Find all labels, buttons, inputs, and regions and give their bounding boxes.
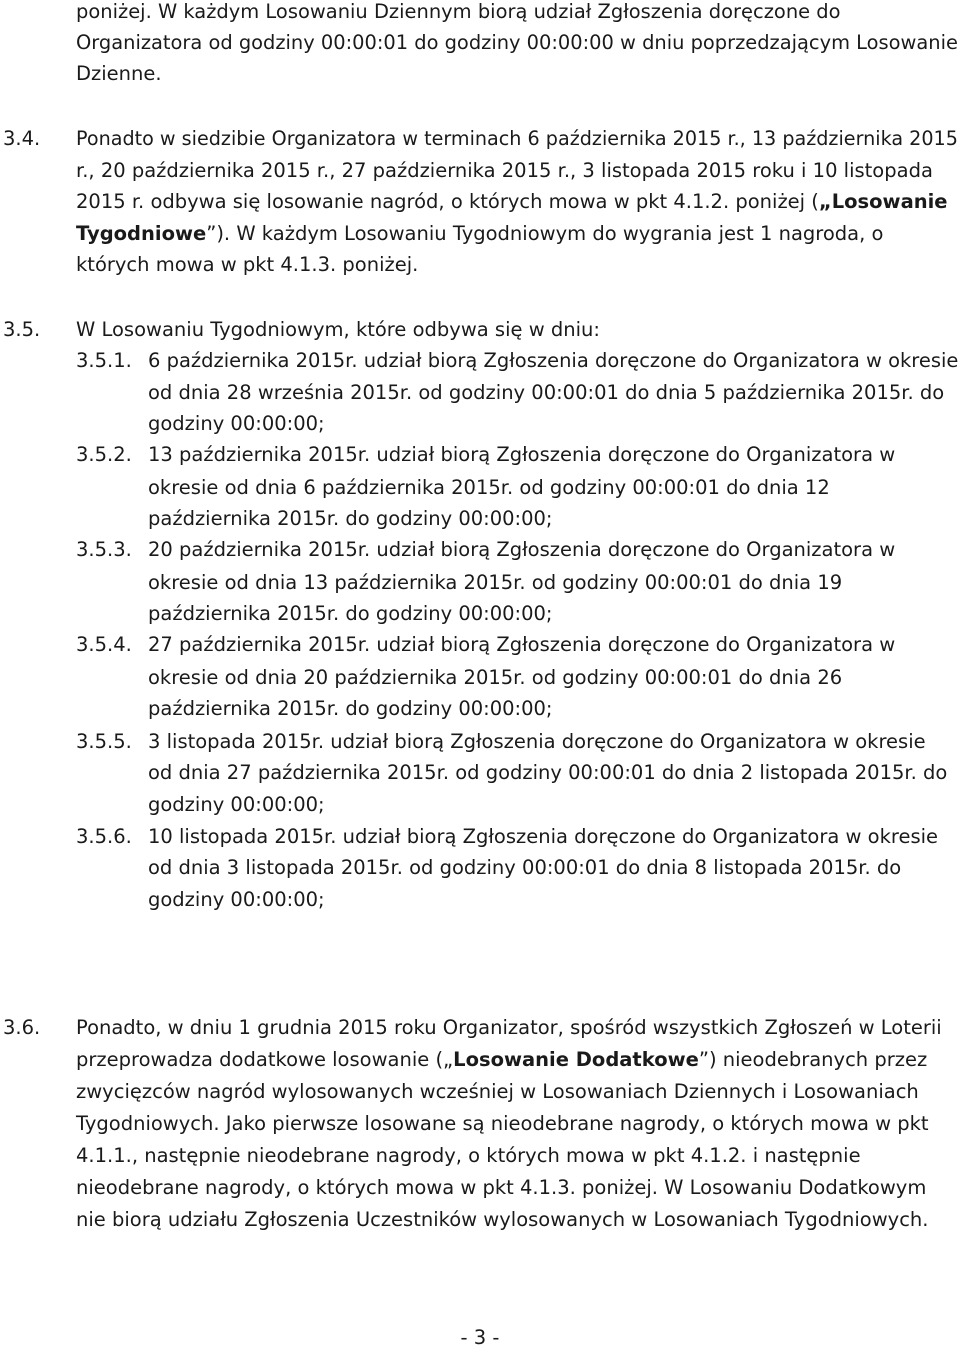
section-3-6-number: 3.6. [3, 1016, 41, 1039]
section-3-5-title: W Losowaniu Tygodniowym, które odbywa się w dniu: [76, 318, 600, 341]
section-3-4-line-1: Ponadto w siedzibie Organizatora w terminach 6 października 2015 r., 13 października 2015 [76, 127, 958, 150]
item-3-5-1-line-1: 6 października 2015r. udział biorą Zgłoszenia doręczone do Organizatora w okresie [148, 349, 959, 372]
item-3-5-6-line-2: od dnia 3 listopada 2015r. od godziny 00:00:01 do dnia 8 listopada 2015r. do [148, 856, 902, 879]
intro-line-1 [76, 0, 958, 24]
section-3-4-line-4 [76, 222, 883, 246]
section-3-4-line-3-text: 2015 r. odbywa się losowanie nagród, o których mowa w pkt 4.1.2. poniżej ( [76, 190, 819, 213]
item-3-5-5-line-3: godziny 00:00:00; [148, 793, 325, 816]
item-3-5-3-line-1: 20 października 2015r. udział biorą Zgłoszenia doręczone do Organizatora w [148, 538, 896, 561]
item-3-5-2-line-1: 13 października 2015r. udział biorą Zgłoszenia doręczone do Organizatora w [148, 443, 896, 466]
item-3-5-1-line-3: godziny 00:00:00; [148, 412, 325, 435]
item-3-5-6-line-3: godziny 00:00:00; [148, 888, 325, 911]
intro-line-3 [76, 62, 162, 86]
item-3-5-4-line-3: października 2015r. do godziny 00:00:00; [148, 697, 553, 720]
item-3-5-1-line-2: od dnia 28 września 2015r. od godziny 00:00:01 do dnia 5 października 2015r. do [148, 381, 945, 404]
section-3-4-line-4-text: ”). W każdym Losowaniu Tygodniowym do wygrania jest 1 nagroda, o [206, 222, 884, 245]
item-3-5-2-line-2: okresie od dnia 6 października 2015r. od godziny 00:00:01 do dnia 12 [148, 476, 830, 499]
item-3-5-5-number: 3.5.5. [76, 730, 132, 753]
intro-text-2: Organizatora od godziny 00:00:01 do godziny 00:00:00 w dniu poprzedzającym Losowanie [76, 31, 958, 54]
item-3-5-4-line-2: okresie od dnia 20 października 2015r. od godziny 00:00:01 do dnia 26 [148, 666, 843, 689]
item-3-5-1-number: 3.5.1. [76, 349, 132, 372]
item-3-5-5-line-2: od dnia 27 października 2015r. od godziny 00:00:01 do dnia 2 listopada 2015r. do [148, 761, 948, 784]
tygodniowe-label: Tygodniowe [76, 222, 207, 245]
item-3-5-6-line-1: 10 listopada 2015r. udział biorą Zgłoszenia doręczone do Organizatora w okresie [148, 825, 939, 848]
section-3-6-line-2 [76, 1048, 927, 1072]
section-3-4-number: 3.4. [3, 127, 41, 150]
item-3-5-6-number: 3.5.6. [76, 825, 132, 848]
intro-text-1: poniżej. W każdym Losowaniu Dziennym biorą udział Zgłoszenia doręczone do [76, 0, 841, 23]
section-3-6-line-6: nieodebrane nagrody, o których mowa w pkt 4.1.3. poniżej. W Losowaniu Dodatkowym [76, 1176, 927, 1199]
item-3-5-3-line-2: okresie od dnia 13 października 2015r. od godziny 00:00:01 do dnia 19 [148, 571, 843, 594]
item-3-5-3-line-3: października 2015r. do godziny 00:00:00; [148, 602, 553, 625]
section-3-6-line-3: zwycięzców nagród wylosowanych wcześniej w Losowaniach Dziennych i Losowaniach [76, 1080, 919, 1103]
item-3-5-4-line-1: 27 października 2015r. udział biorą Zgłoszenia doręczone do Organizatora w [148, 633, 896, 656]
section-3-4-line-3 [76, 190, 948, 214]
section-3-4-line-5: których mowa w pkt 4.1.3. poniżej. [76, 253, 419, 276]
section-3-6-line-1: Ponadto, w dniu 1 grudnia 2015 roku Organizator, spośród wszystkich Zgłoszeń w Loterii [76, 1016, 942, 1039]
section-3-4-line-2: r., 20 października 2015 r., 27 października 2015 r., 3 listopada 2015 roku i 10 listopada [76, 159, 933, 182]
section-3-6-line-2-a: przeprowadza dodatkowe losowanie („ [76, 1048, 454, 1071]
section-3-6-line-2-b: ”) nieodebranych przez [698, 1048, 928, 1071]
item-3-5-2-number: 3.5.2. [76, 443, 132, 466]
intro-line-2 [76, 31, 958, 55]
losowanie-label: „Losowanie [818, 190, 948, 213]
losowanie-dodatkowe-label: Losowanie Dodatkowe [453, 1048, 699, 1071]
page-number-text: - 3 - [460, 1326, 500, 1349]
section-3-6-line-4: Tygodniowych. Jako pierwsze losowane są nieodebrane nagrody, o których mowa w pkt [76, 1112, 929, 1135]
item-3-5-3-number: 3.5.3. [76, 538, 132, 561]
item-3-5-2-line-3: października 2015r. do godziny 00:00:00; [148, 507, 553, 530]
section-3-5-number: 3.5. [3, 318, 41, 341]
section-3-6-line-7: nie biorą udziału Zgłoszenia Uczestników wylosowanych w Losowaniach Tygodniowych. [76, 1208, 929, 1231]
intro-text-3: Dzienne. [76, 62, 162, 85]
item-3-5-5-line-1: 3 listopada 2015r. udział biorą Zgłoszenia doręczone do Organizatora w okresie [148, 730, 926, 753]
item-3-5-4-number: 3.5.4. [76, 633, 132, 656]
section-3-6-line-5: 4.1.1., następnie nieodebrane nagrody, o których mowa w pkt 4.1.2. i następnie [76, 1144, 861, 1167]
page-number [0, 1326, 960, 1350]
